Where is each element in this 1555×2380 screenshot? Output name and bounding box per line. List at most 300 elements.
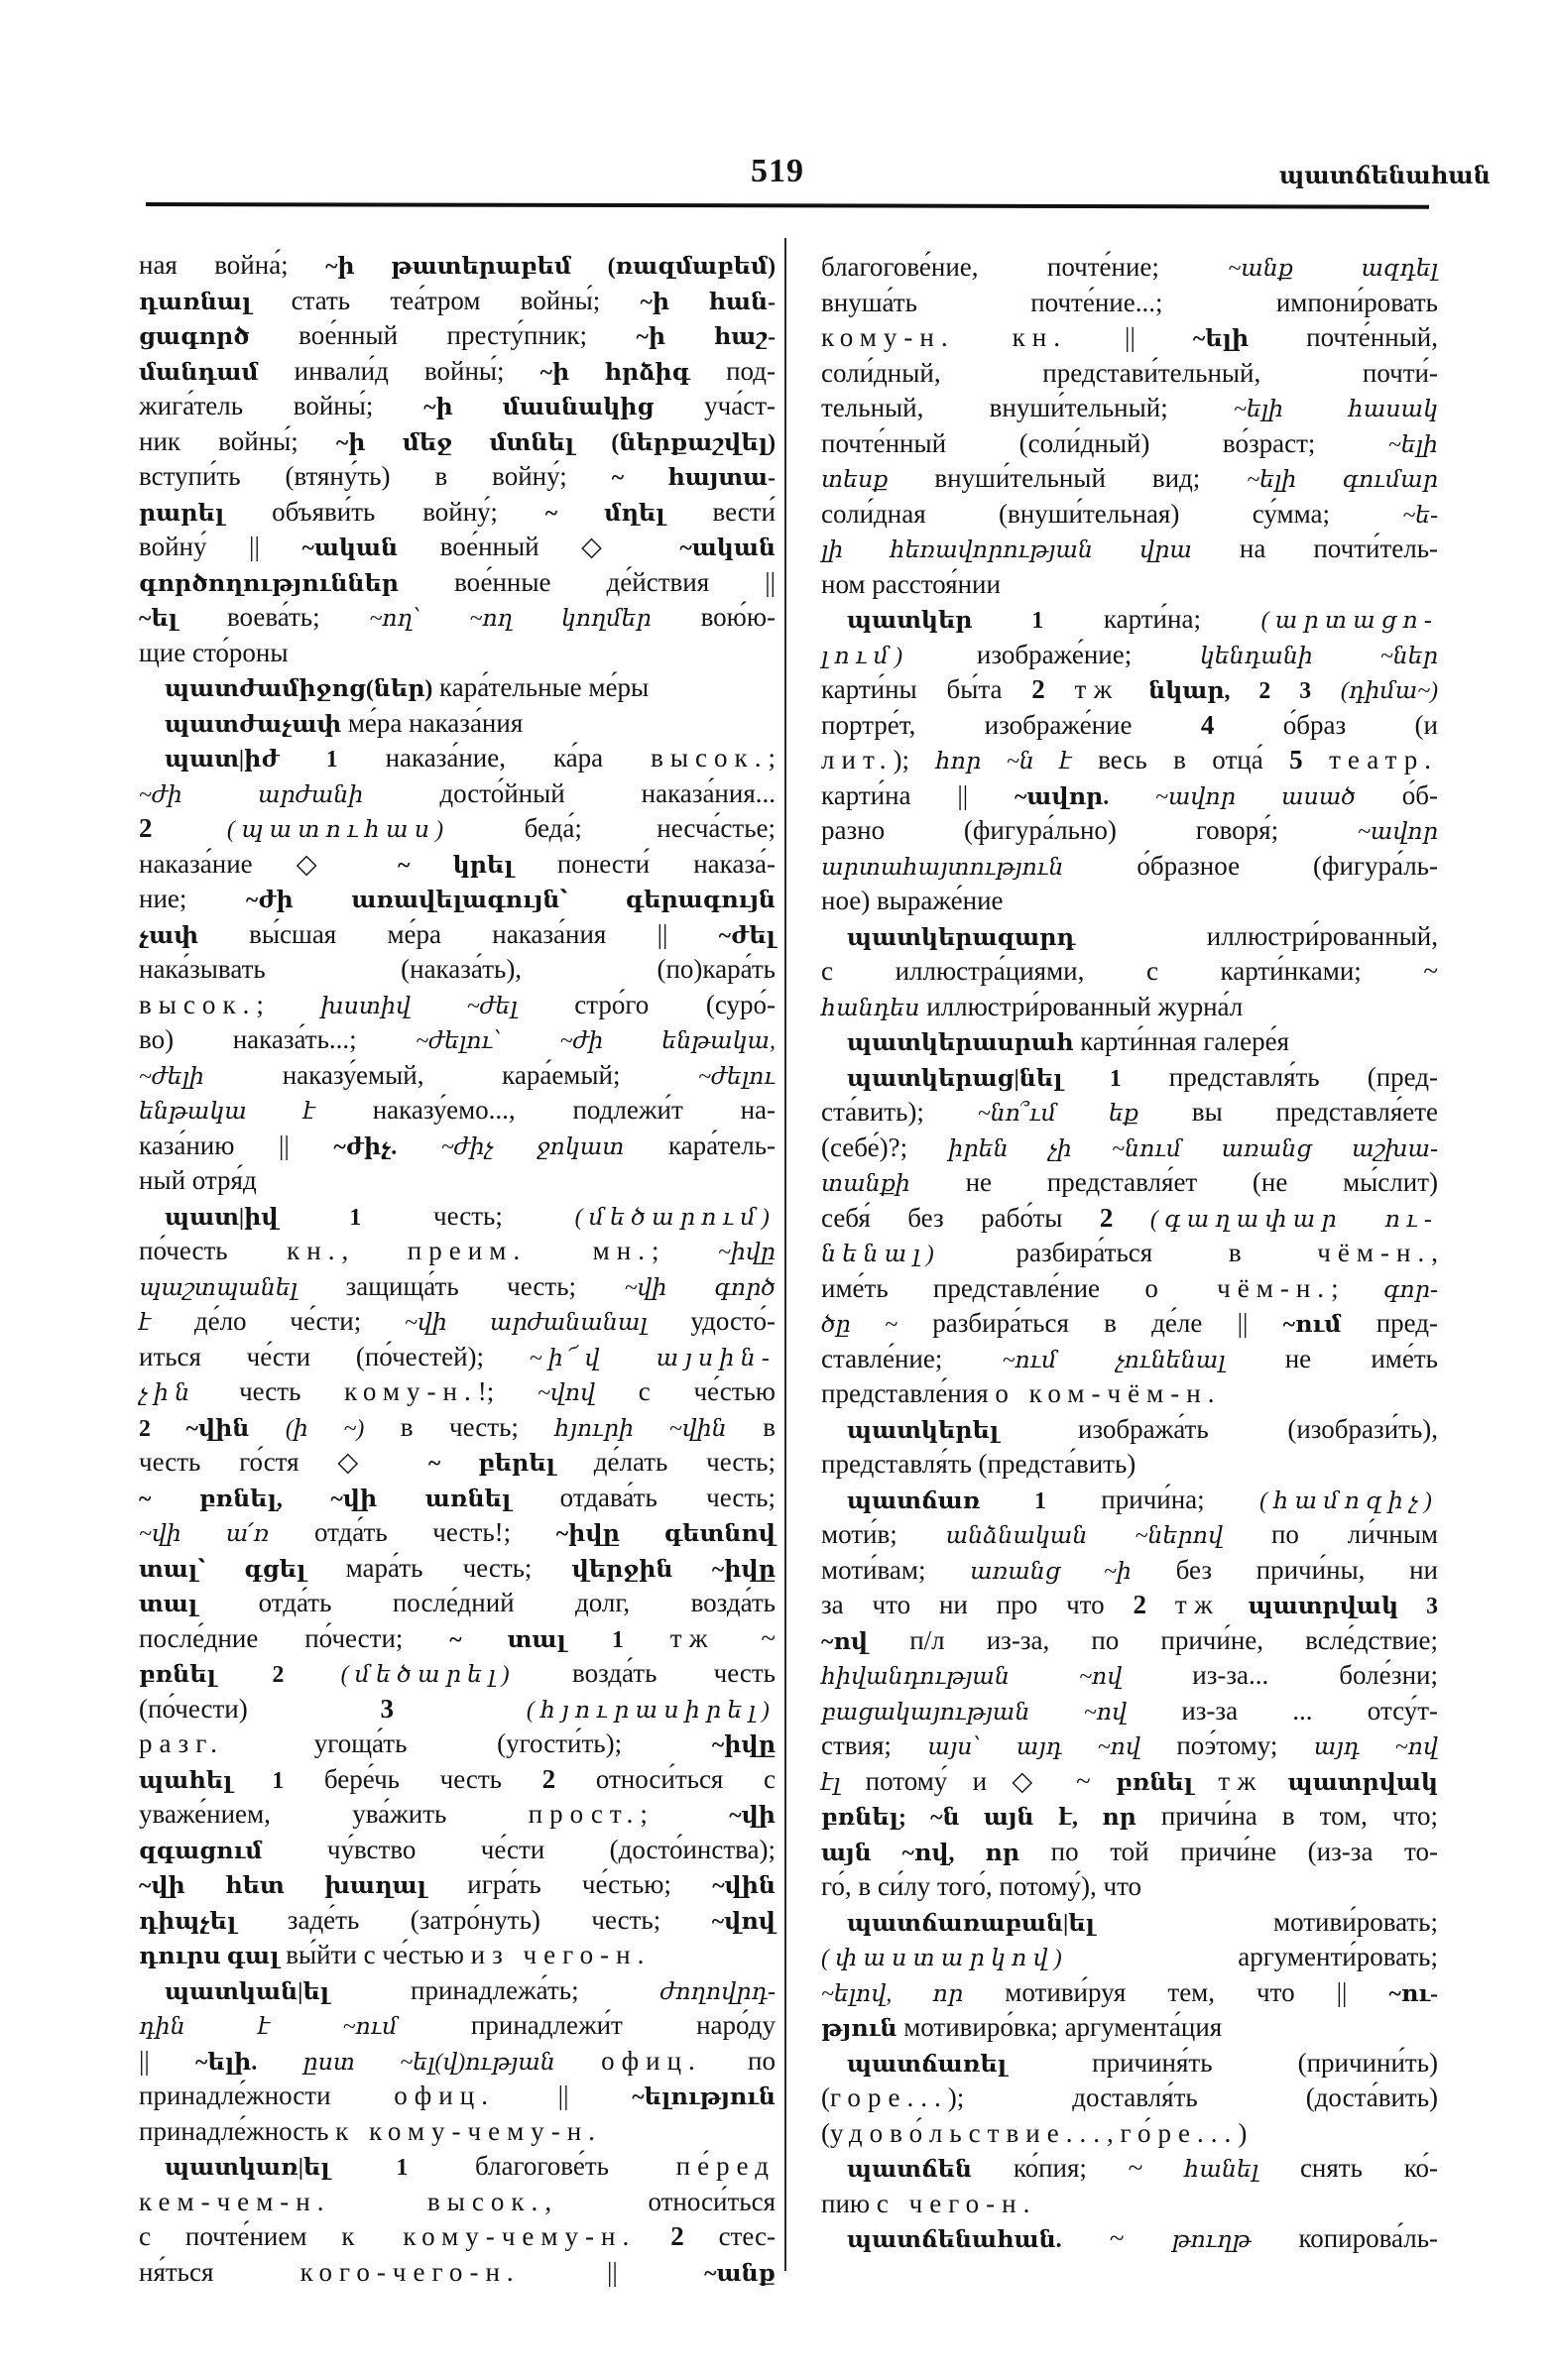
armenian-term: 2 bbox=[139, 813, 153, 843]
armenian-term: ~ով bbox=[821, 1628, 869, 1655]
translation-text: карти́на; bbox=[1043, 604, 1261, 634]
translation-text: в честь; bbox=[364, 1411, 555, 1442]
dictionary-entry bbox=[821, 2151, 1438, 2221]
armenian-term: չափ bbox=[139, 922, 198, 949]
armenian-term: ~ում bbox=[1282, 1312, 1342, 1338]
translation-text: , bbox=[1107, 2117, 1121, 2148]
dictionary-entry bbox=[139, 706, 776, 742]
translation-text: стро́го (суро́- bbox=[517, 989, 776, 1019]
entry-line bbox=[821, 1376, 1438, 1412]
translation-text: внуши́тельный вид; bbox=[888, 463, 1248, 493]
armenian-term: ~ժի առավելագույն՝ գերագույն bbox=[245, 888, 777, 913]
entry-line bbox=[821, 1940, 1438, 1975]
entry-line bbox=[821, 672, 1438, 708]
dictionary-entry bbox=[821, 1412, 1438, 1483]
translation-text: угоща́ть (угости́ть); bbox=[224, 1728, 712, 1758]
translation-text: весь в отца́ bbox=[1071, 745, 1290, 774]
translation-text: разбира́ться в bbox=[939, 1238, 1318, 1267]
entry-line bbox=[139, 847, 776, 883]
entry-line bbox=[821, 1728, 1438, 1764]
entry-line bbox=[821, 743, 1438, 778]
translation-text: не име́ть bbox=[1225, 1343, 1438, 1373]
entry-line bbox=[821, 1412, 1438, 1448]
left-column bbox=[139, 248, 776, 2290]
translation-text bbox=[1220, 1590, 1249, 1619]
armenian-term: ~ու- bbox=[1388, 1980, 1438, 2007]
translation-text: тельный, внуши́тельный; bbox=[821, 393, 1235, 422]
entry-line bbox=[821, 1799, 1438, 1835]
translation-text: ); bbox=[893, 745, 936, 774]
translation-text: карти́ны бы́та bbox=[821, 674, 1032, 704]
entry-line bbox=[139, 670, 776, 706]
entry-line bbox=[139, 354, 776, 390]
translation-text: игра́ть че́стью; bbox=[426, 1869, 713, 1899]
armenian-example: ~ավոր ասած bbox=[1154, 783, 1356, 810]
entry-line bbox=[821, 1905, 1438, 1941]
translation-text: представле́ния bbox=[821, 1378, 996, 1408]
entry-line bbox=[139, 1234, 776, 1269]
translation-text: мотивиро́вка; аргумента́ция bbox=[897, 2012, 1223, 2042]
armenian-term: պատճեն bbox=[847, 2157, 972, 2183]
armenian-term: դիպչել bbox=[139, 1908, 237, 1935]
translation-text: ме́ра наказа́ния bbox=[341, 707, 524, 738]
entry-line bbox=[139, 1410, 776, 1446]
entry-line bbox=[139, 1551, 776, 1587]
armenian-term: ~ժիչ. bbox=[333, 1133, 398, 1160]
translation-text bbox=[1113, 1203, 1149, 1233]
armenian-term: պատժաչափ bbox=[165, 711, 342, 738]
armenian-example: ~ելի գումար bbox=[1247, 467, 1438, 493]
dictionary-entry bbox=[821, 1060, 1438, 1412]
translation-text bbox=[555, 2046, 601, 2076]
entry-line bbox=[821, 461, 1438, 497]
armenian-term: պահել 1 bbox=[139, 1767, 285, 1794]
entry-line bbox=[821, 1236, 1438, 1271]
translation-text: беда́; несча́стье; bbox=[449, 813, 776, 843]
translation-text: в bbox=[726, 1411, 777, 1442]
translation-text: портре́т, изображе́ние bbox=[821, 709, 1201, 740]
armenian-example: ~ելի հասակ bbox=[1234, 397, 1438, 422]
translation-text: де́лать честь; bbox=[554, 1447, 776, 1477]
entry-line bbox=[821, 1869, 1438, 1905]
usage-label: высок. bbox=[426, 2186, 545, 2216]
armenian-term: մանդամ bbox=[139, 359, 259, 386]
entry-line bbox=[821, 1306, 1438, 1342]
entry-line bbox=[821, 1271, 1438, 1307]
entry-line bbox=[821, 1975, 1438, 2011]
usage-label: тж bbox=[1218, 1765, 1263, 1796]
translation-text: разно (фигура́льно) говоря́; bbox=[821, 815, 1358, 845]
entry-line bbox=[821, 1095, 1438, 1130]
entry-line bbox=[139, 1833, 776, 1868]
translation-text: по той причи́не (из-за то- bbox=[1019, 1836, 1438, 1866]
armenian-gloss-label: նենալ) bbox=[821, 1242, 940, 1267]
translation-text: иллюстри́рованный, bbox=[1075, 920, 1438, 951]
armenian-example: առանց ~ի bbox=[970, 1558, 1132, 1585]
armenian-example: ~ժի արժանի bbox=[139, 781, 364, 808]
usage-label: с чего-н. bbox=[876, 2188, 1037, 2218]
translation-text: !; bbox=[477, 1376, 538, 1406]
armenian-term: պատճենահան. bbox=[847, 2227, 1062, 2253]
entry-line bbox=[139, 1269, 776, 1305]
translation-text: ное) выраже́ние bbox=[821, 886, 1004, 915]
armenian-term: պատճառել bbox=[847, 2051, 1008, 2078]
entry-line bbox=[821, 1447, 1438, 1483]
armenian-gloss-label: (հյուրասիրել) bbox=[526, 1697, 776, 1724]
translation-text: принадлежа́ть; bbox=[329, 1974, 660, 2005]
entry-line bbox=[139, 636, 776, 671]
translation-text: го́, в си́лу того́, потому́), что bbox=[821, 1871, 1142, 1901]
translation-text: ); доставля́ть (доста́вить) bbox=[947, 2082, 1438, 2112]
usage-label: прост. bbox=[528, 1799, 641, 1829]
header-rule bbox=[146, 202, 1429, 209]
translation-text: стать теа́тром войны́; bbox=[251, 285, 641, 315]
translation-text: во) наказа́ть...; bbox=[139, 1024, 417, 1054]
armenian-example: բացակայության ~ով bbox=[821, 1699, 1128, 1726]
entry-line bbox=[821, 1024, 1438, 1060]
usage-label: высок. bbox=[139, 989, 257, 1019]
armenian-term: րարել bbox=[139, 500, 225, 527]
translation-text: изображе́ние; bbox=[908, 639, 1200, 669]
translation-text: ном расстоя́нии bbox=[821, 568, 1001, 599]
dictionary-entry bbox=[821, 250, 1438, 602]
entry-line bbox=[821, 2010, 1438, 2046]
armenian-example: էլ bbox=[821, 1769, 841, 1796]
entry-line bbox=[139, 1129, 776, 1164]
armenian-term: ~ տալ 1 bbox=[449, 1626, 624, 1653]
translation-text: ; bbox=[640, 1799, 730, 1829]
translation-text: копирова́ль- bbox=[1251, 2223, 1439, 2253]
armenian-term: բռնել 2 bbox=[139, 1662, 285, 1688]
armenian-term: պատ|իժ 1 bbox=[165, 747, 338, 773]
entry-line bbox=[821, 990, 1438, 1025]
entry-line bbox=[821, 2221, 1438, 2257]
entry-line bbox=[821, 1201, 1438, 1237]
usage-label: разг. bbox=[139, 1728, 225, 1758]
entry-line bbox=[821, 638, 1438, 673]
translation-text: ня́ться bbox=[139, 2256, 300, 2287]
entry-line bbox=[821, 602, 1438, 638]
entry-line bbox=[821, 497, 1438, 533]
translation-text: внуша́ть почте́ние...; импони́ровать bbox=[821, 287, 1438, 317]
armenian-term: ~ հայտա- bbox=[611, 465, 776, 491]
translation-text: возда́ть честь bbox=[515, 1658, 776, 1688]
translation-text: бере́чь честь bbox=[284, 1763, 542, 1794]
translation-text: из-за... боле́зни; bbox=[1122, 1660, 1438, 1690]
translation-text: изобража́ть (изобрази́ть), bbox=[999, 1413, 1438, 1444]
translation-text: ~ bbox=[714, 1622, 777, 1653]
armenian-term: ~ի մեջ մտնել (ներքաշվել) bbox=[335, 429, 776, 456]
translation-text: (себе́)?; bbox=[821, 1131, 949, 1162]
translation-text bbox=[284, 1658, 340, 1688]
entry-line bbox=[139, 2219, 776, 2255]
entry-line bbox=[821, 849, 1438, 885]
translation-text: ) bbox=[1238, 2117, 1248, 2148]
armenian-example: հիվանդության ~ով bbox=[821, 1664, 1123, 1690]
translation-text: ~ bbox=[1061, 2223, 1172, 2253]
translation-text: принадле́жности bbox=[139, 2081, 395, 2110]
running-head: պատճենահան bbox=[1279, 161, 1491, 189]
entry-line bbox=[139, 1726, 776, 1762]
translation-text: соли́дная (внуши́тельная) су́мма; bbox=[821, 498, 1403, 529]
entry-line bbox=[139, 1374, 776, 1410]
translation-text: вы́сшая ме́ра наказа́ния || bbox=[197, 918, 719, 949]
entry-line bbox=[139, 459, 776, 495]
translation-text: представля́ть (пред- bbox=[1121, 1061, 1439, 1092]
armenian-term: դուրս գալ bbox=[139, 1944, 280, 1969]
armenian-term: ~վի bbox=[729, 1803, 776, 1829]
translation-text: мотиви́ровать; bbox=[1095, 1906, 1438, 1937]
armenian-term: նկար, 2 3 bbox=[1148, 678, 1312, 704]
translation-text: наказу́емый, кара́емый; bbox=[204, 1059, 699, 1090]
translation-text: принадле́жность bbox=[139, 2115, 336, 2146]
translation-text: ние; bbox=[139, 884, 246, 913]
armenian-term: 2 bbox=[1031, 674, 1045, 704]
translation-text bbox=[1303, 745, 1329, 774]
usage-label: кем-чем-н. bbox=[139, 2186, 331, 2216]
translation-text: поэ́тому; bbox=[1139, 1730, 1314, 1760]
translation-text: почте́нный, bbox=[1249, 322, 1438, 352]
translation-text: благогове́ть bbox=[408, 2151, 676, 2181]
armenian-term: 2 bbox=[670, 2221, 684, 2251]
armenian-term: տալ՝ գցել bbox=[139, 1556, 306, 1583]
armenian-term: տալ bbox=[139, 1592, 198, 1617]
armenian-term: պատճառաբան|ել bbox=[847, 1910, 1095, 1937]
entry-line bbox=[139, 530, 776, 565]
usage-label: горе... bbox=[830, 2082, 948, 2112]
translation-text: вое́нные де́йствия || bbox=[399, 566, 776, 597]
armenian-term: պատկան|ել bbox=[165, 1978, 330, 2005]
armenian-example: հանել bbox=[1184, 2157, 1259, 2183]
entry-line bbox=[139, 424, 776, 460]
armenian-term: պատրվակ 3 bbox=[1248, 1594, 1439, 1619]
dictionary-entry bbox=[821, 2046, 1438, 2152]
entry-line bbox=[821, 1835, 1438, 1870]
armenian-term: ~ական bbox=[679, 536, 776, 561]
armenian-gloss-label: չին bbox=[139, 1380, 196, 1406]
entry-line bbox=[139, 811, 776, 847]
entry-line bbox=[139, 2185, 776, 2220]
dictionary-entry bbox=[139, 670, 776, 706]
usage-label: офиц. bbox=[394, 2081, 495, 2110]
armenian-example: (դիմա~) bbox=[1340, 678, 1439, 704]
armenian-gloss-label: (գաղափար ու- bbox=[1149, 1206, 1438, 1233]
entry-line bbox=[139, 318, 776, 354]
translation-text bbox=[1119, 674, 1148, 704]
translation-text: || bbox=[494, 2081, 633, 2110]
translation-text: честь bbox=[195, 1376, 345, 1406]
translation-text: вою́ю- bbox=[651, 602, 777, 632]
usage-label: кого-чего-н. bbox=[299, 2256, 521, 2287]
dictionary-entry bbox=[139, 741, 776, 1199]
armenian-example: խստիվ ~ժել bbox=[320, 993, 518, 1019]
armenian-example: դին է ~ում bbox=[139, 2014, 398, 2040]
entry-line bbox=[139, 565, 776, 601]
armenian-term: պատժամիջոց(ներ) bbox=[165, 676, 433, 702]
armenian-term: ~ կրել bbox=[398, 852, 514, 879]
armenian-term: զգացում bbox=[139, 1838, 263, 1864]
translation-text bbox=[249, 1412, 286, 1442]
translation-text: о́бразное (фигура́ль- bbox=[1063, 850, 1438, 881]
armenian-example: ~ժիչ ջոկատ bbox=[440, 1133, 625, 1160]
translation-text: аргументи́ровать; bbox=[1067, 1942, 1438, 1971]
translation-text: ста́вить); bbox=[821, 1097, 978, 1127]
armenian-term: 2 bbox=[1133, 1590, 1147, 1619]
translation-text bbox=[955, 322, 1013, 352]
usage-label: пе́ред bbox=[675, 2151, 776, 2181]
translation-text: ный отря́д bbox=[139, 1165, 257, 1195]
translation-text bbox=[257, 2046, 302, 2076]
entry-line bbox=[139, 2149, 776, 2185]
translation-text: мара́ть честь; bbox=[305, 1552, 572, 1583]
entry-line bbox=[821, 1517, 1438, 1553]
armenian-term: բռնել; ~ն այն է, որ bbox=[821, 1805, 1136, 1831]
entry-line bbox=[821, 1165, 1438, 1201]
armenian-term: ~ի հան- bbox=[640, 289, 776, 315]
entry-line bbox=[821, 356, 1438, 392]
translation-text: иллюстри́рованный журна́л bbox=[919, 991, 1244, 1021]
armenian-example: ~վի ա՛ռ bbox=[139, 1521, 270, 1547]
entry-line bbox=[821, 1658, 1438, 1694]
armenian-example: ~վով bbox=[537, 1380, 596, 1406]
armenian-term: պատկեր 1 bbox=[847, 608, 1044, 634]
translation-text: п/л из-за, по причи́не, всле́дствие; bbox=[868, 1624, 1438, 1655]
entry-line bbox=[821, 320, 1438, 356]
translation-text: вы́йти с че́стью bbox=[279, 1940, 471, 1969]
translation-text bbox=[394, 1694, 527, 1724]
translation-text: войну́ || bbox=[139, 532, 302, 561]
armenian-term: 5 bbox=[1289, 745, 1303, 774]
armenian-example: ~ելի bbox=[1387, 431, 1438, 458]
armenian-term: վերջին ~իվը bbox=[571, 1556, 776, 1583]
armenian-term: ~վով bbox=[711, 1908, 776, 1935]
armenian-term: ~ել bbox=[139, 606, 179, 632]
translation-text bbox=[331, 2187, 427, 2216]
armenian-example: արտահայտություն bbox=[821, 854, 1064, 881]
armenian-example: ~անք ազդել bbox=[1228, 256, 1438, 282]
entry-line bbox=[139, 1058, 776, 1094]
translation-text: жига́тель войны́; bbox=[139, 391, 424, 420]
armenian-example: ժողովրդ- bbox=[659, 1978, 776, 2005]
translation-text: вести́ bbox=[664, 496, 777, 527]
armenian-example: գոր- bbox=[1382, 1276, 1438, 1303]
dictionary-entry bbox=[821, 1483, 1438, 1905]
usage-label: театр. bbox=[1329, 745, 1439, 774]
translation-text bbox=[397, 1130, 441, 1160]
armenian-term: ~ական bbox=[301, 536, 399, 561]
armenian-gloss-label: լում) bbox=[821, 643, 909, 669]
armenian-example: ծը ~ bbox=[821, 1312, 897, 1338]
translation-text: ; bbox=[651, 1236, 718, 1265]
translation-text: ставле́ние; bbox=[821, 1343, 1003, 1373]
translation-text: причиня́ть (причини́ть) bbox=[1007, 2047, 1438, 2078]
armenian-term: ~ բերել bbox=[427, 1451, 555, 1477]
armenian-gloss-label: (մեծարում) bbox=[574, 1204, 776, 1231]
armenian-term: 2 bbox=[541, 1763, 556, 1794]
entry-line bbox=[139, 1692, 776, 1727]
entry-line bbox=[139, 1762, 776, 1798]
translation-text: де́ло че́сти; bbox=[151, 1306, 405, 1336]
armenian-term: ~ավոր. bbox=[1014, 783, 1110, 810]
armenian-term: ~ելի. bbox=[195, 2049, 258, 2076]
usage-label: преим. мн. bbox=[407, 1236, 652, 1265]
armenian-example: (ի ~) bbox=[285, 1415, 365, 1442]
translation-text bbox=[153, 813, 227, 843]
translation-text bbox=[1109, 780, 1155, 810]
dictionary-entry bbox=[139, 1973, 776, 2150]
translation-text: , bbox=[341, 1236, 408, 1265]
translation-text: кара́тельные ме́ры bbox=[432, 672, 650, 702]
armenian-term: ~վին bbox=[712, 1873, 776, 1899]
entry-line bbox=[139, 1340, 776, 1375]
armenian-term: ~ի հրձիգ bbox=[539, 359, 690, 386]
armenian-gloss-label: (արտացո- bbox=[1260, 608, 1438, 634]
usage-label: кому-н. bbox=[821, 322, 955, 352]
translation-text: о́браз (и bbox=[1214, 709, 1438, 740]
translation-text: уваже́нием, ува́жить bbox=[139, 1799, 529, 1829]
armenian-term: ~ի հաշ- bbox=[636, 324, 776, 350]
translation-text: почте́нный (соли́дный) во́зраст; bbox=[821, 427, 1388, 458]
translation-text: отдава́ть честь; bbox=[511, 1482, 776, 1512]
translation-text bbox=[1262, 1766, 1287, 1796]
armenian-example: ~ող՝ ~ող կողմեր bbox=[369, 606, 652, 632]
entry-line bbox=[139, 2079, 776, 2114]
entry-line bbox=[821, 708, 1438, 744]
entry-line bbox=[139, 248, 776, 284]
translation-text: потому́ и ◇ ~ bbox=[840, 1765, 1117, 1796]
translation-text: отда́ть честь!; bbox=[269, 1517, 556, 1547]
translation-text: под- bbox=[690, 355, 776, 386]
translation-text: || bbox=[139, 2045, 196, 2076]
armenian-term: 4 bbox=[1200, 709, 1215, 740]
translation-text: принадлежи́т наро́ду bbox=[397, 2010, 776, 2040]
armenian-example: տանքի bbox=[821, 1171, 910, 1197]
entry-line bbox=[139, 776, 776, 812]
armenian-example: անձնական ~ներով bbox=[945, 1523, 1224, 1549]
translation-text: пред- bbox=[1341, 1308, 1438, 1338]
entry-line bbox=[821, 884, 1438, 919]
translation-text: ник войны́; bbox=[139, 425, 336, 456]
armenian-term: դառնալ bbox=[139, 289, 252, 315]
entry-line bbox=[139, 2114, 776, 2150]
translation-text: без причи́ны, ни bbox=[1131, 1554, 1438, 1585]
translation-text bbox=[1193, 1766, 1218, 1796]
dictionary-entry bbox=[821, 919, 1438, 1025]
armenian-term: ~ի մասնակից bbox=[423, 395, 655, 420]
armenian-term: ~ բռնել, ~վի առնել bbox=[139, 1486, 512, 1512]
entry-line bbox=[821, 813, 1438, 849]
translation-text: соли́дный, представи́тельный, почти́- bbox=[821, 357, 1438, 388]
translation-text: вое́нный ◇ bbox=[398, 532, 680, 561]
entry-line bbox=[821, 778, 1438, 814]
translation-text: мотиви́руя тем, что || bbox=[963, 1976, 1389, 2007]
entry-line bbox=[139, 917, 776, 953]
entry-line bbox=[821, 1553, 1438, 1589]
entry-line bbox=[139, 1973, 776, 2009]
translation-text: заде́ть (затро́нуть) честь; bbox=[236, 1904, 712, 1935]
armenian-example: ~ժելու bbox=[698, 1063, 776, 1090]
entry-line bbox=[139, 389, 776, 424]
armenian-term: ~ մղել bbox=[544, 500, 665, 527]
entry-line bbox=[139, 1481, 776, 1516]
entry-line bbox=[139, 2255, 776, 2291]
armenian-example: պաշտպանել bbox=[139, 1274, 299, 1301]
entry-line bbox=[139, 495, 776, 531]
translation-text: ко́пия; ~ bbox=[972, 2153, 1185, 2183]
translation-text: разбира́ться в де́ле || bbox=[897, 1308, 1283, 1338]
entry-line bbox=[821, 532, 1438, 567]
armenian-example: թուղթ bbox=[1171, 2227, 1252, 2253]
